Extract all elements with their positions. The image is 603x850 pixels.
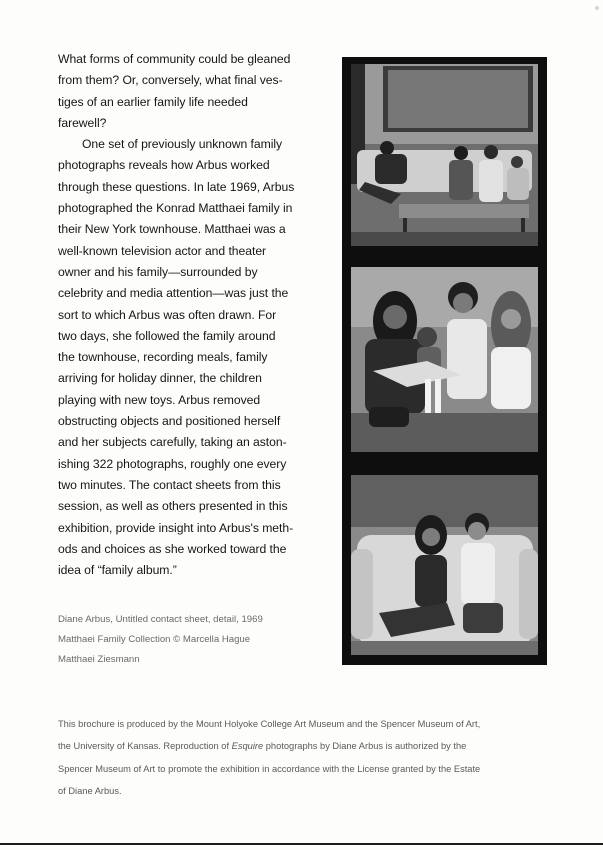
text-line: playing with new toys. Arbus removed [58,392,261,407]
text-line: exhibition, provide insight into Arbus's meth- [58,520,294,535]
photo-frame-family-reading [351,267,538,452]
text-line: their New York townhouse. Matthaei was a [58,222,286,237]
text-line: idea of “family album.” [58,563,177,578]
text-line: arriving for holiday dinner, the children [58,371,262,386]
footer-text: photographs by Diane Arbus is authorized by the [263,741,467,752]
text-line: celebrity and media attention—was just the [58,286,289,301]
text-line: sort to which Arbus was often drawn. For [58,307,277,322]
text-line: owner and his family—surrounded by [58,264,258,279]
caption-line: Matthaei Family Collection © Marcella Hague [58,634,251,645]
text-line: and her subjects carefully, taking an aston- [58,435,287,450]
caption-line: Matthaei Ziesmann [58,654,140,665]
page-bottom-rule [0,843,603,845]
text-line: from them? Or, conversely, what final ves- [58,73,283,88]
photo-frame-family-living-room [351,64,538,246]
magazine-title: Esquire [231,741,264,752]
text-line: photographed the Konrad Matthaei family in [58,201,293,216]
text-line: two days, she followed the family around [58,328,276,343]
footer-line: of Diane Arbus. [58,785,122,796]
text-line: obstructing objects and positioned herself [58,414,281,429]
scan-mark [595,6,599,10]
footer-text: the University of Kansas. Reproduction of [58,741,232,752]
footer-line [58,735,542,757]
text-line: the townhouse, recording meals, family [58,350,268,365]
text-line: farewell? [58,115,107,130]
text-line: photographs reveals how Arbus worked [58,158,270,173]
photo-frame-couple-sofa [351,475,538,655]
main-paragraph [58,134,308,581]
text-line: tiges of an earlier family life needed [58,94,248,109]
text-line: One set of previously unknown family [82,137,283,152]
footer-line: This brochure is produced by the Mount Holyoke College Art Museum and the Spencer Museum of Art, [58,719,481,729]
photo-caption [58,610,328,670]
text-line: through these questions. In late 1969, Arbus [58,179,295,194]
text-line: two minutes. The contact sheets from this [58,477,281,492]
body-text [58,49,308,581]
text-line: well-known television actor and theater [58,243,267,258]
text-line: What forms of community could be gleaned [58,52,291,66]
text-line: ods and choices as she worked toward the [58,541,287,556]
brochure-credits [58,713,542,802]
text-line: session, as well as others presented in this [58,499,288,514]
continuation-paragraph [58,49,308,134]
footer-line: Spencer Museum of Art to promote the exhibition in accordance with the License granted by the Estate [58,763,481,774]
contact-sheet-photo [342,57,547,665]
caption-line: Diane Arbus, Untitled contact sheet, detail, 1969 [58,614,263,625]
text-line: ishing 322 photographs, roughly one every [58,456,287,471]
